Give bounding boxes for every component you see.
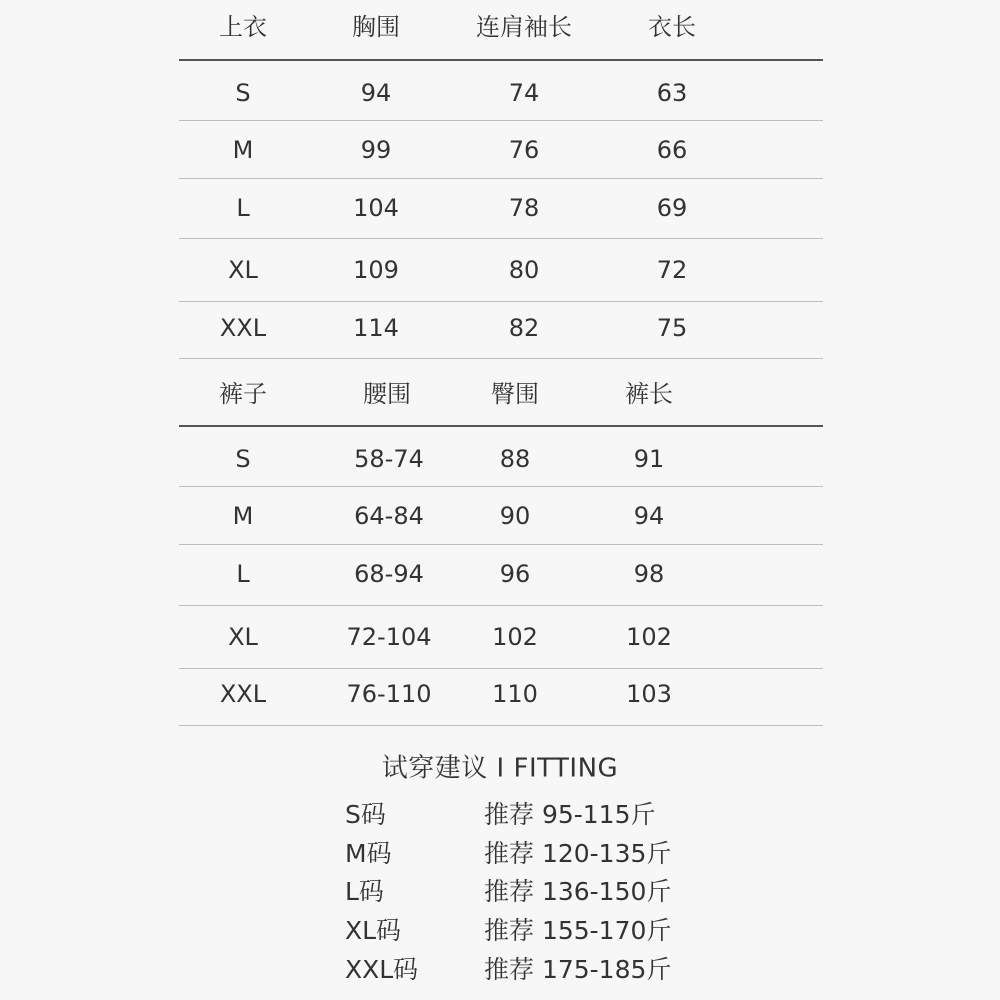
body-length-cell: 66 [656,136,688,164]
top-header-chest: 胸围 [352,13,400,41]
hip-cell: 102 [492,623,538,651]
row-divider [179,238,823,239]
size-cell: XXL [219,680,267,708]
size-cell: L [236,194,250,222]
top-header-body-length: 衣长 [648,13,696,41]
pants-length-cell: 102 [626,623,672,651]
size-cell: S [235,79,251,107]
size-cell: M [232,502,254,530]
row-divider [179,120,823,121]
pants-length-cell: 94 [633,502,665,530]
size-cell: L [236,560,250,588]
fitting-size: XL码 [345,916,402,945]
pants-length-cell: 103 [626,680,672,708]
fitting-size: XXL码 [345,955,419,984]
pants-header-waist: 腰围 [363,380,411,408]
sleeve-length-cell: 74 [508,79,540,107]
row-divider [179,358,823,359]
pants-header-hip: 臀围 [491,380,539,408]
fitting-recommendation: 推荐 95-115斤 [484,800,656,829]
top-header-divider [179,59,823,61]
body-length-cell: 75 [656,314,688,342]
waist-cell: 68-94 [354,560,424,588]
size-cell: XL [228,623,258,651]
row-divider [179,301,823,302]
fitting-recommendation: 推荐 120-135斤 [484,839,672,868]
fitting-recommendation: 推荐 175-185斤 [484,955,672,984]
size-cell: XL [228,256,258,284]
row-divider [179,668,823,669]
fitting-size: L码 [345,877,384,906]
fitting-size: S码 [345,800,386,829]
hip-cell: 96 [499,560,531,588]
row-divider [179,725,823,726]
pants-header-garment: 裤子 [219,380,267,408]
hip-cell: 88 [499,445,531,473]
size-cell: XXL [219,314,267,342]
row-divider [179,605,823,606]
fitting-recommendation: 推荐 136-150斤 [484,877,672,906]
sleeve-length-cell: 78 [508,194,540,222]
fitting-size: M码 [345,839,392,868]
pants-header-divider [179,425,823,427]
pants-header-length: 裤长 [625,380,673,408]
top-header-sleeve-length: 连肩袖长 [476,13,572,41]
waist-cell: 58-74 [354,445,424,473]
hip-cell: 110 [492,680,538,708]
body-length-cell: 69 [656,194,688,222]
chest-cell: 104 [353,194,399,222]
row-divider [179,544,823,545]
sleeve-length-cell: 80 [508,256,540,284]
hip-cell: 90 [499,502,531,530]
waist-cell: 72-104 [346,623,432,651]
chest-cell: 109 [353,256,399,284]
sleeve-length-cell: 82 [508,314,540,342]
pants-length-cell: 91 [633,445,665,473]
chest-cell: 114 [353,314,399,342]
fitting-recommendation: 推荐 155-170斤 [484,916,672,945]
size-cell: M [232,136,254,164]
row-divider [179,178,823,179]
body-length-cell: 63 [656,79,688,107]
waist-cell: 76-110 [346,680,432,708]
row-divider [179,486,823,487]
body-length-cell: 72 [656,256,688,284]
waist-cell: 64-84 [354,502,424,530]
pants-length-cell: 98 [633,560,665,588]
size-cell: S [235,445,251,473]
chest-cell: 94 [360,79,392,107]
sleeve-length-cell: 76 [508,136,540,164]
top-header-garment: 上衣 [219,13,267,41]
fitting-title: 试穿建议 I FITTING [381,753,619,784]
chest-cell: 99 [360,136,392,164]
